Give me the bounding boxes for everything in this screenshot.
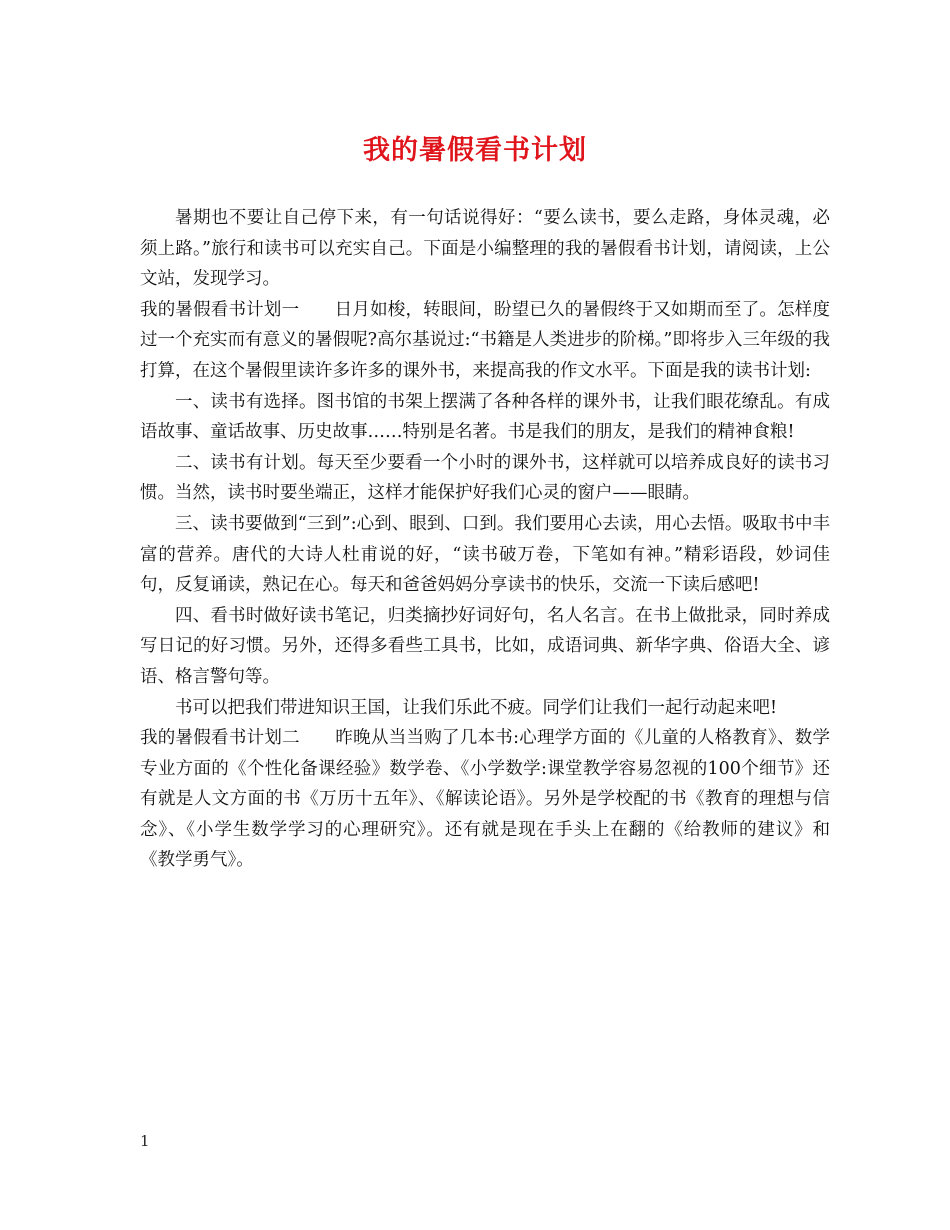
paragraph-item-three: 三、读书要做到“三到”:心到、眼到、口到。我们要用心去读，用心去悟。吸取书中丰富的营养。唐代的大诗人杜甫说的好，“读书破万卷，下笔如有神。”精彩语段，妙词佳句，反复诵读，熟记在心。每天和爸爸妈妈分享读书的快乐，交流一下读后感吧! (140, 513, 830, 596)
paragraph-item-one: 一、读书有选择。图书馆的书架上摆满了各种各样的课外书，让我们眼花缭乱。有成语故事、童话故事、历史故事……特别是名著。书是我们的朋友，是我们的精神食粮! (140, 391, 830, 443)
paragraph-closing: 书可以把我们带进知识王国，让我们乐此不疲。同学们让我们一起行动起来吧! (175, 697, 778, 718)
page-number: 1 (140, 1132, 150, 1150)
paragraph-plan-two: 我的暑假看书计划二 昨晚从当当购了几本书:心理学方面的《儿童的人格教育》、数学专业方面的《个性化备课经验》数学卷、《小学数学:课堂教学容易忽视的100个细节》还有就是人文方面的书《万历十五年》、《解读论语》。另外是学校配的书《教育的理想与信念》、《小学生数学学习的心理研究》。还有就是现在手头上在翻的《给教师的建议》和《教学勇气》。 (140, 728, 830, 871)
document-body (140, 203, 830, 876)
paragraph-item-four: 四、看书时做好读书笔记，归类摘抄好词好句，名人名言。在书上做批录，同时养成写日记的好习惯。另外，还得多看些工具书，比如，成语词典、新华字典、俗语大全、谚语、格言警句等。 (140, 605, 830, 687)
paragraph-intro: 暑期也不要让自己停下来，有一句话说得好：“要么读书，要么走路，身体灵魂，必须上路。”旅行和读书可以充实自己。下面是小编整理的我的暑假看书计划，请阅读，上公文站，发现学习。 (140, 208, 830, 290)
paragraph-item-two: 二、读书有计划。每天至少要看一个小时的课外书，这样就可以培养成良好的读书习惯。当然，读书时要坐端正，这样才能保护好我们心灵的窗户——眼睛。 (140, 452, 830, 504)
document-title: 我的暑假看书计划 (363, 135, 587, 166)
paragraph-plan-one-intro: 我的暑假看书计划一 日月如梭，转眼间，盼望已久的暑假终于又如期而至了。怎样度过一个充实而有意义的暑假呢?高尔基说过:“书籍是人类进步的阶梯。”即将步入三年级的我打算，在这个暑假里读许多许多的课外书，来提高我的作文水平。下面是我的读书计划: (140, 299, 830, 381)
